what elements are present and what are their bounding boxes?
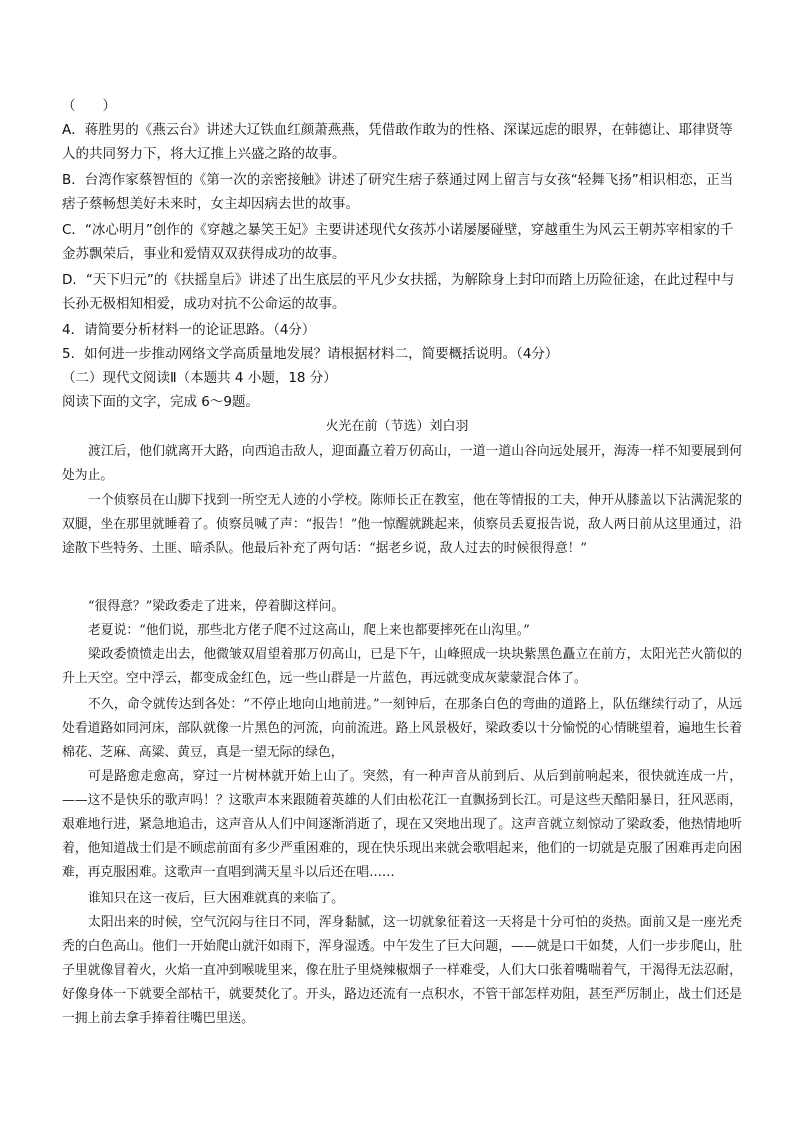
passage-paragraph: 可是路愈走愈高，穿过一片树林就开始上山了。突然，有一种声音从前到后、从后到前响起来，很快就连成一片，——这不是快乐的歌声吗！？这歌声本来跟随着英雄的人们由松花江一直飘扬到长江。可是这些天酷阳暴日，狂风恶雨，艰难地行进，紧急地追击，这声音从人们中间逐渐消逝了，现在又突地出现了。这声音就立刻惊动了梁政委，他热情地听着，他知道战士们是不顾虑前面有多少严重困难的，现在快乐现出来就会歌唱起来，他们的一切就是克服了困难再走向困难，再克服困难。这歌声一直唱到满天星斗以后还在唱…… (62, 769, 742, 880)
passage-paragraph: “很得意？”梁政委走了进来，停着脚这样问。 (88, 599, 345, 614)
answer-blank: （ ） (62, 98, 116, 114)
section-header: （二）现代文阅读Ⅱ（本题共 4 小题，18 分） (62, 370, 337, 386)
option-c: C．“冰心明月”创作的《穿越之暴笑王妃》主要讲述现代女孩苏小诺屡屡碰壁，穿越重生为风云王朝苏宰相家的千金苏飘荣后，事业和爱情双双获得成功的故事。 (62, 222, 734, 262)
passage-paragraph: 一个侦察员在山脚下找到一所空无人迹的小学校。陈师长正在教室，他在等情报的工夫，伸开从膝盖以下沾满泥浆的双腿，坐在那里就睡着了。侦察员喊了声：“报告！”他一惊醒就跳起来，侦察员丢夏报告说，敌人两日前从这里通过，沿途散下些特务、土匪、暗杀队。他最后补充了两句话：“据老乡说，敌人过去的时候很得意！” (62, 493, 742, 556)
passage-paragraph: 渡江后，他们就离开大路，向西追击敌人，迎面矗立着万仞高山，一道一道山谷向远处展开，海涛一样不知要展到何处为止。 (62, 444, 742, 483)
passage-paragraph: 谁知只在这一夜后，巨大困难就真的来临了。 (88, 891, 344, 906)
question-4: 4．请简要分析材料一的论证思路。（4分） (62, 322, 316, 338)
passage-paragraph: 不久，命令就传达到各处：“不停止地向山地前进。”一刻钟后，在那条白色的弯曲的道路上，队伍继续行动了，从远处看道路如同河床，部队就像一片黑色的河流，向前流进。路上风景极好，梁政委以十分愉悦的心情眺望着，遍地生长着棉花、芝麻、高粱、黄豆，真是一望无际的绿色， (62, 697, 742, 760)
passage-paragraph: 太阳出来的时候，空气沉闷与往日不同，浑身黏腻，这一切就象征着这一天将是十分可怕的炎热。面前又是一座光秃秃的白色高山。他们一开始爬山就汗如雨下，浑身湿透。中午发生了巨大问题，——就是口干如焚，人们一步步爬山，肚子里就像冒着火，火焰一直冲到喉咙里来，像在肚子里烧辣椒烟子一样难受，人们大口张着嘴喘着气，干渴得无法忍耐，好像身体一下就要全部枯干，就要焚化了。开头，路边还流有一点积水，不管干部怎样劝阻，甚至严厉制止，战士们还是一拥上前去拿手捧着往嘴巴里送。 (62, 915, 742, 1026)
question-5: 5．如何进一步推动网络文学高质量地发展？请根据材料二，简要概括说明。（4分） (62, 346, 559, 362)
instruction: 阅读下面的文字，完成 6～9题。 (62, 394, 259, 410)
passage-title: 火光在前（节选）刘白羽 (325, 419, 469, 434)
passage-paragraph: 梁政委愤愤走出去，他微皱双眉望着那万仞高山，已是下午，山峰照成一块块紫黑色矗立在前方，太阳光芒火箭似的升上天空。空中浮云，都变成金红色，远一些山群是一片蓝色，再远就变成灰蒙蒙混合体了。 (62, 647, 742, 686)
passage-paragraph: 老夏说：“他们说，那些北方佬子爬不过这高山，爬上来也都要摔死在山沟里。” (88, 623, 530, 638)
option-d: D．“天下归元”的《扶摇皇后》讲述了出生底层的平凡少女扶摇，为解除身上封印而踏上历险征途，在此过程中与长孙无极相知相爱，成功对抗不公命运的故事。 (62, 272, 735, 312)
option-b: B．台湾作家蔡智恒的《第一次的亲密接触》讲述了研究生痞子蔡通过网上留言与女孩“轻舞飞扬”相识相恋，正当痞子蔡畅想美好未来时，女主却因病去世的故事。 (62, 172, 734, 212)
option-a: A．蒋胜男的《燕云台》讲述大辽铁血红颜萧燕燕，凭借敢作敢为的性格、深谋远虑的眼界，在韩德让、耶律贤等人的共同努力下，将大辽推上兴盛之路的故事。 (62, 122, 733, 162)
